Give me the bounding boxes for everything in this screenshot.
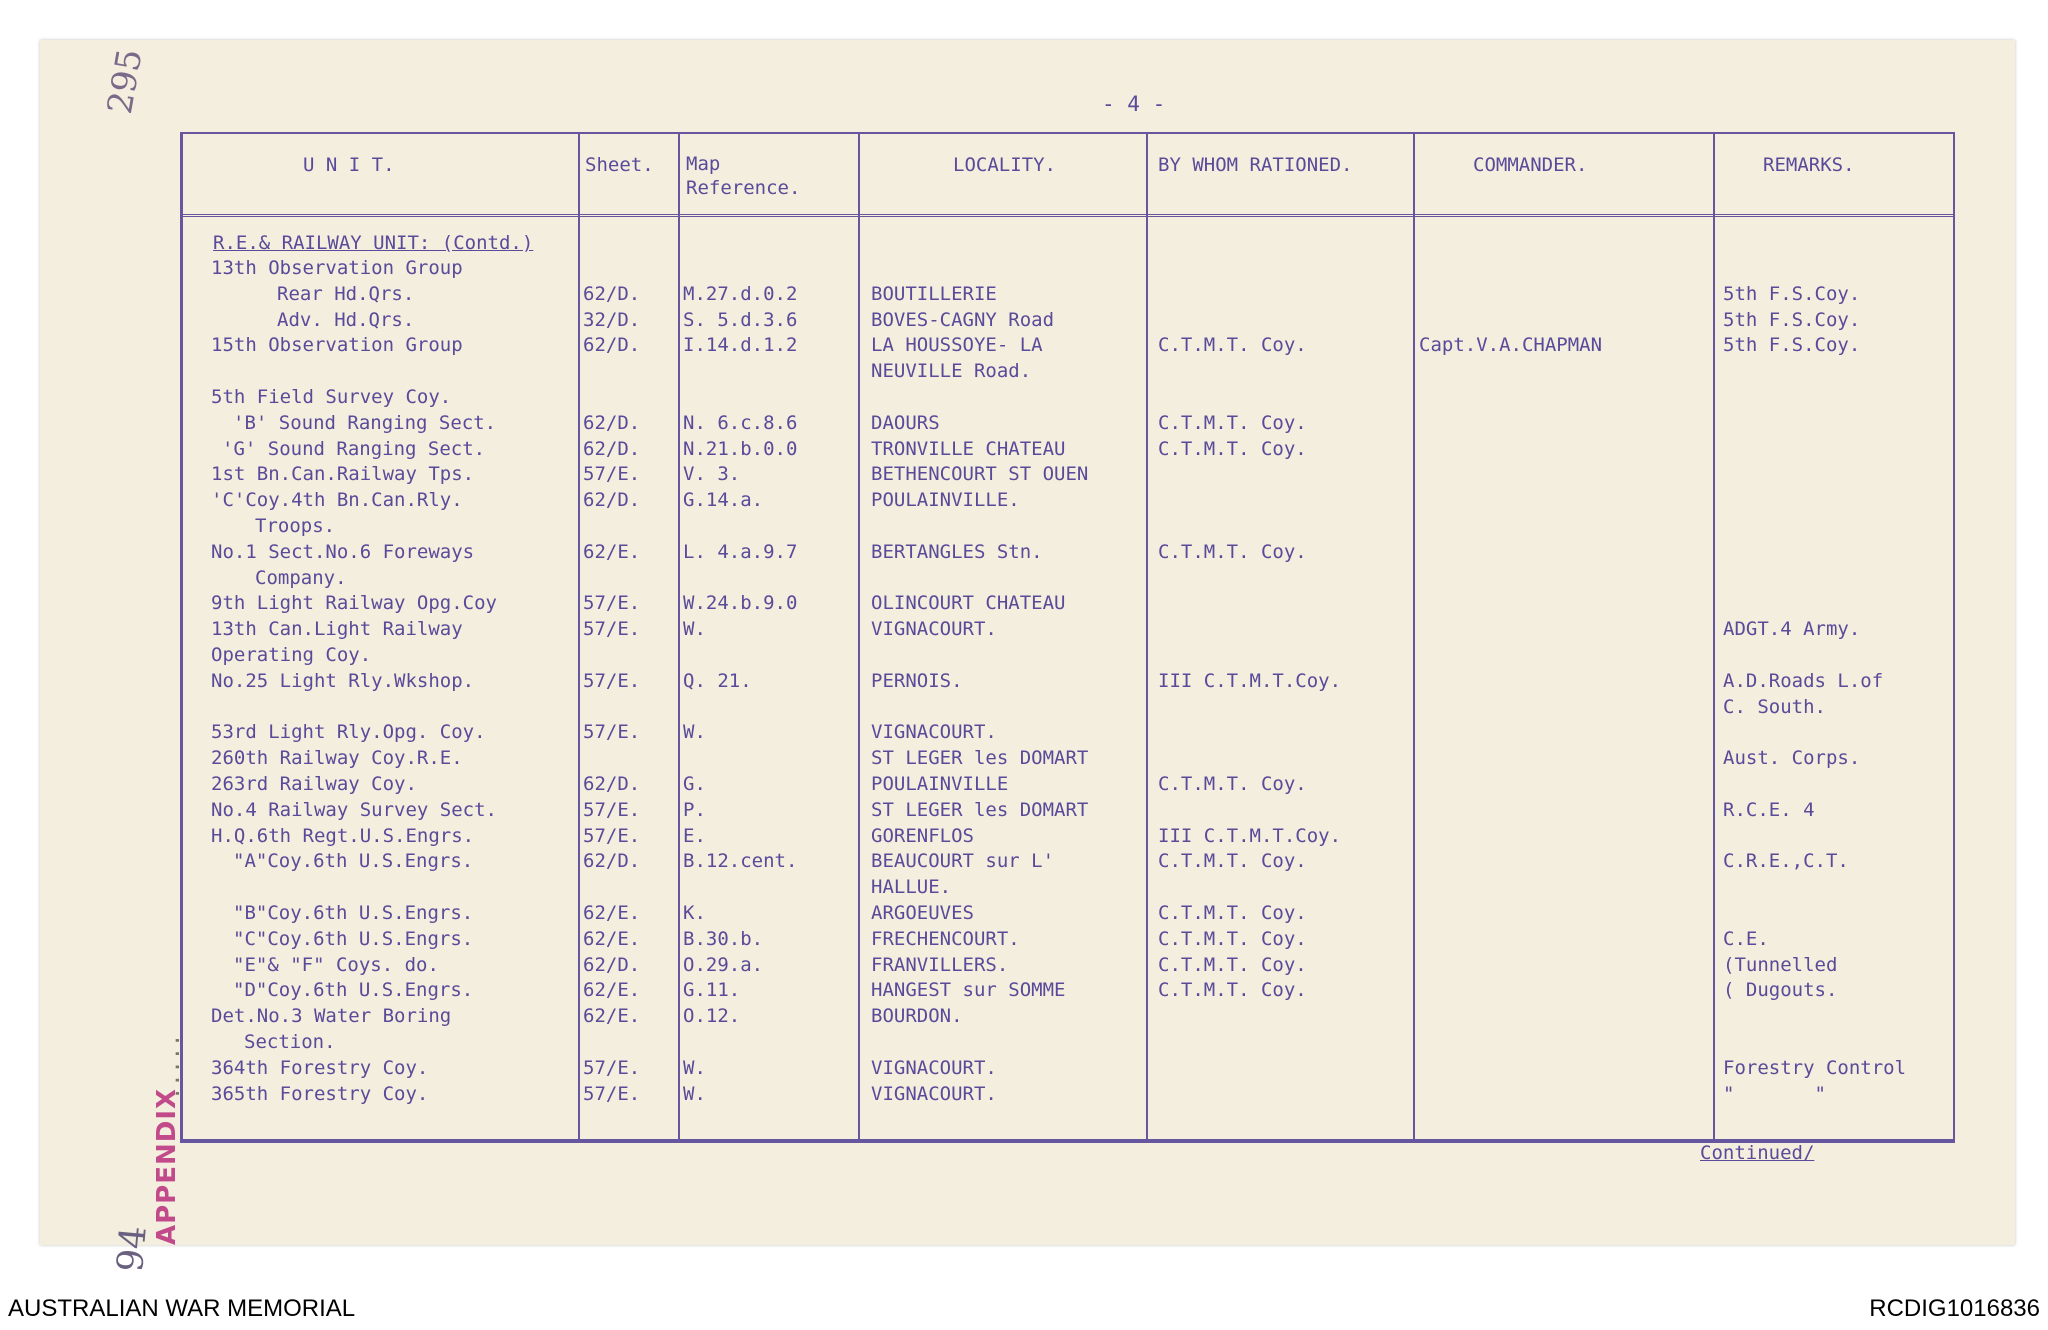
cell-remarks: Aust. Corps. bbox=[1723, 747, 1861, 770]
cell-unit: 263rd Railway Coy. bbox=[211, 773, 417, 795]
cell-rationed: C.T.M.T. Coy. bbox=[1158, 979, 1307, 1002]
cell-unit: No.1 Sect.No.6 Foreways bbox=[211, 540, 475, 563]
cell-unit: 53rd Light Rly.Opg. Coy. bbox=[211, 721, 486, 744]
cell-unit: 'G' Sound Ranging Sect. bbox=[222, 437, 486, 460]
document-page bbox=[40, 40, 2015, 1274]
cell-locality: PERNOIS. bbox=[871, 669, 963, 692]
cell-sheet: 57/E. bbox=[583, 824, 641, 847]
cell-remarks: 5th F.S.Coy. bbox=[1723, 308, 1861, 331]
cell-sheet: 62/D. bbox=[583, 437, 641, 460]
cell-rationed: C.T.M.T. Coy. bbox=[1158, 773, 1307, 795]
header-map-reference: Map Reference. bbox=[686, 153, 801, 199]
cell-remarks: A.D.Roads L.of bbox=[1723, 669, 1884, 692]
cell-sheet: 62/E. bbox=[583, 927, 641, 950]
cell-unit: 365th Forestry Coy. bbox=[211, 1082, 429, 1105]
cell-remarks: C. South. bbox=[1723, 695, 1826, 718]
cell-remarks: Forestry Control bbox=[1723, 1056, 1907, 1079]
cell-map-reference: G. bbox=[683, 773, 706, 795]
cell-rationed: C.T.M.T. Coy. bbox=[1158, 411, 1307, 434]
column-divider bbox=[1146, 134, 1148, 1139]
cell-remarks: C.R.E.,C.T. bbox=[1723, 850, 1849, 873]
cell-unit: No.4 Railway Survey Sect. bbox=[211, 798, 497, 821]
cell-commander: Capt.V.A.CHAPMAN bbox=[1419, 334, 1603, 357]
cell-rationed: C.T.M.T. Coy. bbox=[1158, 540, 1307, 563]
cell-unit: 1st Bn.Can.Railway Tps. bbox=[211, 463, 475, 486]
cell-unit: No.25 Light Rly.Wkshop. bbox=[211, 669, 475, 692]
cell-locality: ARGOEUVES bbox=[871, 902, 974, 924]
cell-sheet: 57/E. bbox=[583, 1056, 641, 1079]
cell-unit: 13th Observation Group bbox=[211, 257, 463, 279]
cell-sheet: 57/E. bbox=[583, 1082, 641, 1105]
cell-map-reference: N.21.b.0.0 bbox=[683, 437, 798, 460]
cell-unit: "B"Coy.6th U.S.Engrs. bbox=[233, 902, 474, 924]
cell-rationed: C.T.M.T. Coy. bbox=[1158, 902, 1307, 924]
cell-unit: Company. bbox=[255, 566, 347, 589]
cell-locality: LA HOUSSOYE- LA bbox=[871, 334, 1043, 357]
cell-sheet: 62/D. bbox=[583, 334, 641, 357]
cell-map-reference: L. 4.a.9.7 bbox=[683, 540, 798, 563]
cell-locality: BERTANGLES Stn. bbox=[871, 540, 1043, 563]
cell-locality: VIGNACOURT. bbox=[871, 618, 997, 641]
cell-map-reference: G.11. bbox=[683, 979, 741, 1002]
cell-unit: Operating Coy. bbox=[211, 644, 372, 666]
cell-unit: "D"Coy.6th U.S.Engrs. bbox=[233, 979, 474, 1002]
header-unit: U N I T. bbox=[303, 154, 395, 176]
cell-sheet: 57/E. bbox=[583, 463, 641, 486]
cell-rationed: III C.T.M.T.Coy. bbox=[1158, 824, 1342, 847]
cell-map-reference: W.24.b.9.0 bbox=[683, 592, 798, 615]
header-sheet: Sheet. bbox=[585, 154, 654, 176]
cell-unit: 15th Observation Group bbox=[211, 334, 463, 357]
cell-locality: ST LEGER les DOMART bbox=[871, 747, 1089, 770]
column-divider bbox=[858, 134, 860, 1139]
cell-unit: 13th Can.Light Railway bbox=[211, 618, 463, 641]
cell-sheet: 57/E. bbox=[583, 798, 641, 821]
page-number: - 4 - bbox=[1102, 92, 1166, 116]
cell-unit: Det.No.3 Water Boring bbox=[211, 1005, 452, 1028]
column-divider bbox=[1713, 134, 1715, 1139]
cell-map-reference: W. bbox=[683, 618, 706, 641]
cell-unit: 5th Field Survey Coy. bbox=[211, 386, 452, 408]
cell-map-reference: W. bbox=[683, 1056, 706, 1079]
header-locality: LOCALITY. bbox=[953, 154, 1056, 176]
cell-sheet: 57/E. bbox=[583, 721, 641, 744]
cell-remarks: " " bbox=[1723, 1082, 1826, 1105]
cell-locality: BOUTILLERIE bbox=[871, 282, 997, 305]
header-divider bbox=[183, 214, 1953, 217]
cell-map-reference: W. bbox=[683, 721, 706, 744]
footer-record-id: RCDIG1016836 bbox=[1869, 1295, 2040, 1322]
column-divider bbox=[1413, 134, 1415, 1139]
cell-locality: POULAINVILLE. bbox=[871, 489, 1020, 512]
cell-unit: 9th Light Railway Opg.Coy bbox=[211, 592, 497, 615]
cell-rationed: III C.T.M.T.Coy. bbox=[1158, 669, 1342, 692]
cell-locality: HANGEST sur SOMME bbox=[871, 979, 1066, 1002]
cell-unit: Rear Hd.Qrs. bbox=[277, 282, 415, 305]
cell-map-reference: G.14.a. bbox=[683, 489, 764, 512]
cell-sheet: 62/D. bbox=[583, 411, 641, 434]
cell-sheet: 62/D. bbox=[583, 282, 641, 305]
cell-locality: VIGNACOURT. bbox=[871, 1056, 997, 1079]
continued-note: Continued/ bbox=[1700, 1142, 1815, 1164]
cell-locality: VIGNACOURT. bbox=[871, 1082, 997, 1105]
cell-unit: "A"Coy.6th U.S.Engrs. bbox=[233, 850, 474, 873]
handwritten-number: 94 bbox=[110, 1224, 155, 1274]
cell-unit: Adv. Hd.Qrs. bbox=[277, 308, 415, 331]
cell-rationed: C.T.M.T. Coy. bbox=[1158, 334, 1307, 357]
cell-unit: 'C'Coy.4th Bn.Can.Rly. bbox=[211, 489, 463, 512]
cell-map-reference: V. 3. bbox=[683, 463, 741, 486]
cell-map-reference: N. 6.c.8.6 bbox=[683, 411, 798, 434]
header-remarks: REMARKS. bbox=[1763, 154, 1855, 176]
cell-map-reference: E. bbox=[683, 824, 706, 847]
cell-map-reference: B.12.cent. bbox=[683, 850, 798, 873]
cell-map-reference: Q. 21. bbox=[683, 669, 752, 692]
cell-map-reference: W. bbox=[683, 1082, 706, 1105]
cell-map-reference: O.29.a. bbox=[683, 953, 764, 976]
cell-unit: 'B' Sound Ranging Sect. bbox=[233, 411, 497, 434]
cell-unit: H.Q.6th Regt.U.S.Engrs. bbox=[211, 824, 475, 847]
cell-locality: GORENFLOS bbox=[871, 824, 974, 847]
cell-remarks: C.E. bbox=[1723, 927, 1769, 950]
cell-sheet: 57/E. bbox=[583, 669, 641, 692]
cell-locality: POULAINVILLE bbox=[871, 773, 1009, 795]
cell-unit: "E"& "F" Coys. do. bbox=[233, 953, 439, 976]
column-divider bbox=[678, 134, 680, 1139]
cell-locality: BOVES-CAGNY Road bbox=[871, 308, 1055, 331]
column-divider bbox=[578, 134, 580, 1139]
cell-locality: FRECHENCOURT. bbox=[871, 927, 1020, 950]
cell-locality: NEUVILLE Road. bbox=[871, 360, 1032, 383]
appendix-stamp: APPENDIX bbox=[152, 1087, 182, 1245]
cell-map-reference: S. 5.d.3.6 bbox=[683, 308, 798, 331]
cell-locality: OLINCOURT CHATEAU bbox=[871, 592, 1066, 615]
cell-rationed: C.T.M.T. Coy. bbox=[1158, 437, 1307, 460]
cell-sheet: 62/E. bbox=[583, 902, 641, 924]
cell-map-reference: M.27.d.0.2 bbox=[683, 282, 798, 305]
cell-map-reference: B.30.b. bbox=[683, 927, 764, 950]
cell-sheet: 62/E. bbox=[583, 979, 641, 1002]
margin-dots: ..... bbox=[160, 1033, 185, 1100]
cell-sheet: 62/E. bbox=[583, 1005, 641, 1028]
cell-sheet: 57/E. bbox=[583, 592, 641, 615]
cell-remarks: ( Dugouts. bbox=[1723, 979, 1838, 1002]
cell-unit: 260th Railway Coy.R.E. bbox=[211, 747, 463, 770]
cell-remarks: (Tunnelled bbox=[1723, 953, 1838, 976]
cell-remarks: R.C.E. 4 bbox=[1723, 798, 1815, 821]
cell-unit: Troops. bbox=[255, 515, 336, 537]
cell-sheet: 32/D. bbox=[583, 308, 641, 331]
cell-sheet: 57/E. bbox=[583, 618, 641, 641]
folio-stamp-number: 295 bbox=[100, 46, 151, 117]
cell-sheet: 62/D. bbox=[583, 953, 641, 976]
cell-locality: BEAUCOURT sur L' bbox=[871, 850, 1055, 873]
cell-unit: "C"Coy.6th U.S.Engrs. bbox=[233, 927, 474, 950]
cell-sheet: 62/D. bbox=[583, 489, 641, 512]
cell-remarks: ADGT.4 Army. bbox=[1723, 618, 1861, 641]
cell-locality: TRONVILLE CHATEAU bbox=[871, 437, 1066, 460]
cell-locality: BOURDON. bbox=[871, 1005, 963, 1028]
cell-map-reference: I.14.d.1.2 bbox=[683, 334, 798, 357]
cell-unit: 364th Forestry Coy. bbox=[211, 1056, 429, 1079]
cell-remarks: 5th F.S.Coy. bbox=[1723, 282, 1861, 305]
cell-locality: ST LEGER les DOMART bbox=[871, 798, 1089, 821]
section-title: R.E.& RAILWAY UNIT: (Contd.) bbox=[213, 232, 534, 254]
cell-locality: HALLUE. bbox=[871, 876, 952, 899]
cell-locality: FRANVILLERS. bbox=[871, 953, 1009, 976]
unit-table bbox=[180, 132, 1955, 1143]
header-commander: COMMANDER. bbox=[1473, 154, 1588, 176]
cell-map-reference: K. bbox=[683, 902, 706, 924]
cell-sheet: 62/D. bbox=[583, 773, 641, 795]
cell-sheet: 62/D. bbox=[583, 850, 641, 873]
cell-sheet: 62/E. bbox=[583, 540, 641, 563]
cell-rationed: C.T.M.T. Coy. bbox=[1158, 927, 1307, 950]
footer-institution: AUSTRALIAN WAR MEMORIAL bbox=[8, 1295, 356, 1322]
header-rationed: BY WHOM RATIONED. bbox=[1158, 154, 1353, 176]
cell-remarks: 5th F.S.Coy. bbox=[1723, 334, 1861, 357]
cell-map-reference: P. bbox=[683, 798, 706, 821]
cell-rationed: C.T.M.T. Coy. bbox=[1158, 850, 1307, 873]
cell-locality: DAOURS bbox=[871, 411, 940, 434]
cell-unit: Section. bbox=[244, 1031, 336, 1053]
cell-locality: BETHENCOURT ST OUEN bbox=[871, 463, 1089, 486]
cell-map-reference: O.12. bbox=[683, 1005, 741, 1028]
cell-rationed: C.T.M.T. Coy. bbox=[1158, 953, 1307, 976]
cell-locality: VIGNACOURT. bbox=[871, 721, 997, 744]
